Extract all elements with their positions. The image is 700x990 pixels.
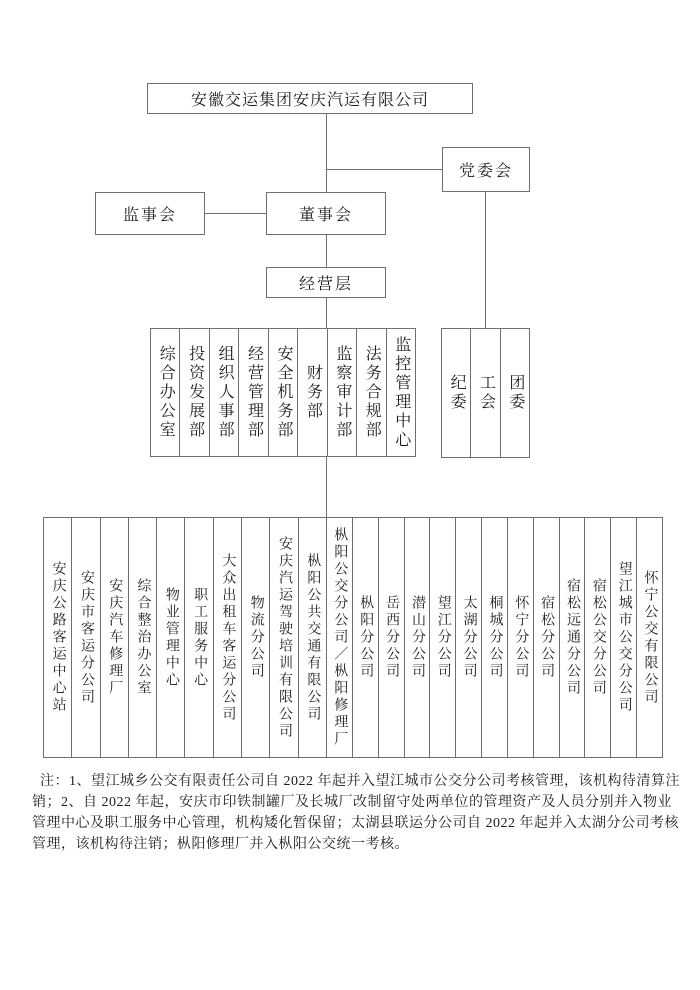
committee-box bbox=[442, 329, 471, 457]
subsidiary-box bbox=[299, 518, 327, 757]
subsidiary-box-label: 物流分公司 bbox=[248, 595, 264, 680]
subsidiary-group-left bbox=[44, 518, 327, 757]
department-box bbox=[269, 329, 298, 456]
subsidiary-box bbox=[270, 518, 298, 757]
subsidiary-box bbox=[560, 518, 586, 757]
subsidiary-box bbox=[44, 518, 72, 757]
subsidiary-box-label: 太湖分公司 bbox=[461, 595, 477, 680]
subsidiary-box-label: 安庆汽车修理厂 bbox=[107, 578, 123, 697]
connector-to-party-committee bbox=[326, 169, 442, 170]
connector-board-to-management bbox=[326, 234, 327, 268]
department-row bbox=[150, 328, 416, 457]
footnote-line: 销；2、自 2022 年起，安庆市印铁制罐厂及长城厂改制留守处两单位的管理资产及人员分别并入物业 bbox=[32, 795, 672, 810]
subsidiary-box bbox=[456, 518, 482, 757]
subsidiary-box bbox=[129, 518, 157, 757]
subsidiary-group-right bbox=[327, 518, 662, 757]
subsidiary-box-label: 怀宁分公司 bbox=[513, 595, 529, 680]
subsidiary-box bbox=[637, 518, 662, 757]
subsidiary-box-label: 综合整治办公室 bbox=[135, 578, 151, 697]
department-box-label: 安全机务部 bbox=[274, 345, 292, 440]
connector-management-to-departments bbox=[326, 297, 327, 328]
connector-party-to-committees bbox=[485, 191, 486, 328]
committee-box bbox=[501, 329, 529, 457]
subsidiary-box-label: 潜山分公司 bbox=[409, 595, 425, 680]
subsidiary-box-label: 枞阳公交分公司／枞阳修理厂 bbox=[332, 527, 348, 748]
subsidiary-box-label: 桐城分公司 bbox=[487, 595, 503, 680]
subsidiary-box-label: 安庆公路客运中心站 bbox=[50, 561, 66, 714]
footnote-line: 管理，该机构待注销；枞阳修理厂并入枞阳公交统一考核。 bbox=[32, 837, 409, 852]
subsidiary-box bbox=[101, 518, 129, 757]
footnote bbox=[32, 771, 680, 855]
company-title-box: 安徽交运集团安庆汽运有限公司 bbox=[147, 83, 473, 114]
subsidiary-box-label: 物业管理中心 bbox=[163, 586, 179, 689]
subsidiary-box-label: 枞阳分公司 bbox=[358, 595, 374, 680]
subsidiary-box bbox=[185, 518, 213, 757]
subsidiary-box bbox=[482, 518, 508, 757]
subsidiary-box-label: 宿松远通分公司 bbox=[565, 578, 581, 697]
party-committee-box: 党委会 bbox=[442, 147, 530, 192]
department-box bbox=[328, 329, 357, 456]
department-box bbox=[151, 329, 180, 456]
committee-box bbox=[471, 329, 500, 457]
department-box-label: 监察审计部 bbox=[333, 345, 351, 440]
department-box bbox=[357, 329, 386, 456]
footnote-line: 管理中心及职工服务中心管理，机构矮化暂保留；太湖县联运分公司自 2022 年起并入太湖分公司考核 bbox=[32, 816, 679, 831]
subsidiary-box-label: 安庆汽运驾驶培训有限公司 bbox=[277, 535, 293, 740]
management-level-box: 经营层 bbox=[266, 267, 386, 298]
department-box-label: 组织人事部 bbox=[216, 345, 234, 440]
committee-box-label: 团委 bbox=[506, 374, 524, 412]
department-box-label: 综合办公室 bbox=[157, 345, 175, 440]
department-box-label: 法务合规部 bbox=[363, 345, 381, 440]
subsidiary-box bbox=[242, 518, 270, 757]
subsidiary-box bbox=[214, 518, 242, 757]
connector-supervisory-to-board bbox=[205, 213, 266, 214]
supervisory-board-box: 监事会 bbox=[95, 192, 205, 235]
subsidiary-box-label: 枞阳公共交通有限公司 bbox=[305, 552, 321, 723]
subsidiary-box-label: 宿松公交分公司 bbox=[590, 578, 606, 697]
committee-box-label: 工会 bbox=[477, 374, 495, 412]
subsidiary-box bbox=[327, 518, 353, 757]
department-box bbox=[387, 329, 415, 456]
subsidiary-box bbox=[585, 518, 611, 757]
department-box bbox=[239, 329, 268, 456]
department-box-label: 经营管理部 bbox=[245, 345, 263, 440]
department-box-label: 投资发展部 bbox=[186, 345, 204, 440]
subsidiary-row bbox=[43, 517, 663, 758]
subsidiary-box bbox=[430, 518, 456, 757]
footnote-line: 注：1、望江城乡公交有限责任公司自 2022 年起并入望江城市公交分公司考核管理，该机构待清算注 bbox=[40, 774, 680, 789]
subsidiary-box bbox=[611, 518, 637, 757]
subsidiary-box bbox=[508, 518, 534, 757]
subsidiary-box bbox=[534, 518, 560, 757]
department-box bbox=[180, 329, 209, 456]
subsidiary-box-label: 岳西分公司 bbox=[384, 595, 400, 680]
connector-company-to-board bbox=[326, 113, 327, 192]
subsidiary-box bbox=[405, 518, 431, 757]
subsidiary-box-label: 大众出租车客运分公司 bbox=[220, 552, 236, 723]
subsidiary-box bbox=[379, 518, 405, 757]
subsidiary-box-label: 安庆市客运分公司 bbox=[78, 569, 94, 706]
department-box bbox=[298, 329, 327, 456]
subsidiary-box-label: 望江城市公交分公司 bbox=[616, 561, 632, 714]
department-box-label: 监控管理中心 bbox=[392, 335, 410, 450]
subsidiary-box-label: 职工服务中心 bbox=[192, 586, 208, 689]
department-box-label: 财务部 bbox=[304, 364, 322, 421]
connector-departments-to-subsidiaries bbox=[326, 456, 327, 518]
committee-row bbox=[441, 328, 530, 458]
board-of-directors-box: 董事会 bbox=[266, 192, 386, 235]
subsidiary-box-label: 宿松分公司 bbox=[539, 595, 555, 680]
subsidiary-box bbox=[353, 518, 379, 757]
subsidiary-box-label: 望江分公司 bbox=[435, 595, 451, 680]
committee-box-label: 纪委 bbox=[448, 374, 466, 412]
subsidiary-box-label: 怀宁公交有限公司 bbox=[642, 569, 658, 706]
department-box bbox=[210, 329, 239, 456]
subsidiary-box bbox=[72, 518, 100, 757]
subsidiary-box bbox=[157, 518, 185, 757]
